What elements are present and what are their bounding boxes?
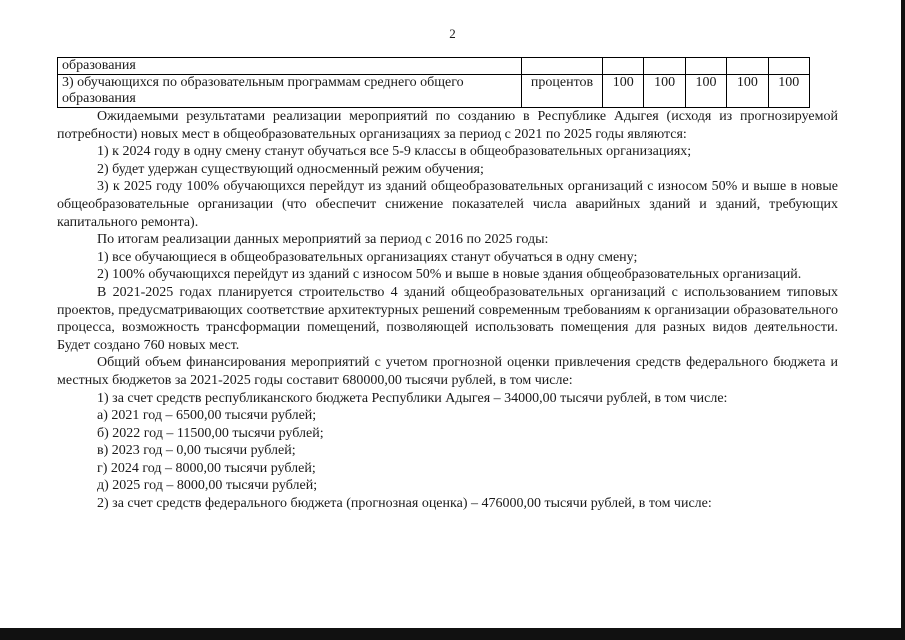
table-cell-unit: процентов [522,75,603,108]
page-number: 2 [449,26,456,41]
table-cell-value: 100 [644,75,685,108]
list-item: 2) 100% обучающихся перейдут из зданий с износом 50% и выше в новые здания общеобразовательных организаций. [97,267,802,283]
table-cell-label: 3) обучающихся по образовательным программам среднего общего образования [58,75,522,108]
list-item: 2) за счет средств федерального бюджета (прогнозная оценка) – 476000,00 тысячи рублей, в том числе: [97,496,712,512]
list-item: г) 2024 год – 8000,00 тысячи рублей; [97,460,316,476]
table-row [58,75,810,108]
list-item: 3) к 2025 году 100% обучающихся перейдут из зданий общеобразовательных организаций с износом 50% и выше в новые общеобразовательные организации (что обеспечит снижение показателей числа аварийных зданий и зданий, требующих капитального ремонта). [57,179,838,230]
scan-right-edge [901,0,905,640]
list-item: а) 2021 год – 6500,00 тысячи рублей; [97,408,317,424]
scan-bottom-edge [0,628,905,640]
table-cell-value: 100 [685,75,726,108]
list-item: 1) за счет средств республиканского бюджета Республики Адыгея – 34000,00 тысячи рублей, в том числе: [97,390,728,406]
paragraph-results-2016-2025: По итогам реализации данных мероприятий за период с 2016 по 2025 годы: [97,232,549,248]
table-cell-value: 100 [727,75,768,108]
list-item: 2) будет удержан существующий односменный режим обучения; [97,161,484,177]
paragraph-expected-results: Ожидаемыми результатами реализации мероприятий по созданию в Республике Адыгея (исходя из прогнозируемой потребности) новых мест в общеобразовательных организациях за период с 2021 по 2025 годы являются: [57,109,838,142]
table-row [58,58,810,75]
paragraph-financing: Общий объем финансирования мероприятий с учетом прогнозной оценки привлечения средств федерального бюджета и местных бюджетов за 2021-2025 годы составит 680000,00 тысячи рублей, в том числе: [57,355,838,388]
list-item: в) 2023 год – 0,00 тысячи рублей; [97,443,296,459]
table-cell-value: 100 [768,75,809,108]
list-item: б) 2022 год – 11500,00 тысячи рублей; [97,425,324,441]
list-item: 1) все обучающиеся в общеобразовательных организациях станут обучаться в одну смену; [97,249,638,265]
list-item: 1) к 2024 году в одну смену станут обучаться все 5-9 классы в общеобразовательных организациях; [97,144,692,160]
table-cell-value [727,58,768,75]
table-cell-value [644,58,685,75]
table-cell-label: образования [58,58,522,75]
list-item: д) 2025 год – 8000,00 тысячи рублей; [97,478,318,494]
table-cell-value [603,58,644,75]
document-body [57,108,838,513]
table-cell-value [685,58,726,75]
table-cell-unit [522,58,603,75]
table-cell-value [768,58,809,75]
table-cell-value: 100 [603,75,644,108]
indicators-table [57,57,810,108]
paragraph-construction: В 2021-2025 годах планируется строительство 4 зданий общеобразовательных организаций с использованием типовых проектов, предусматривающих соответствие архитектурных решений современным требованиям к организации образовательного процесса, возможность трансформации помещений, позволяющей использовать помещения для разных видов деятельности. Будет создано 760 новых мест. [57,284,838,353]
